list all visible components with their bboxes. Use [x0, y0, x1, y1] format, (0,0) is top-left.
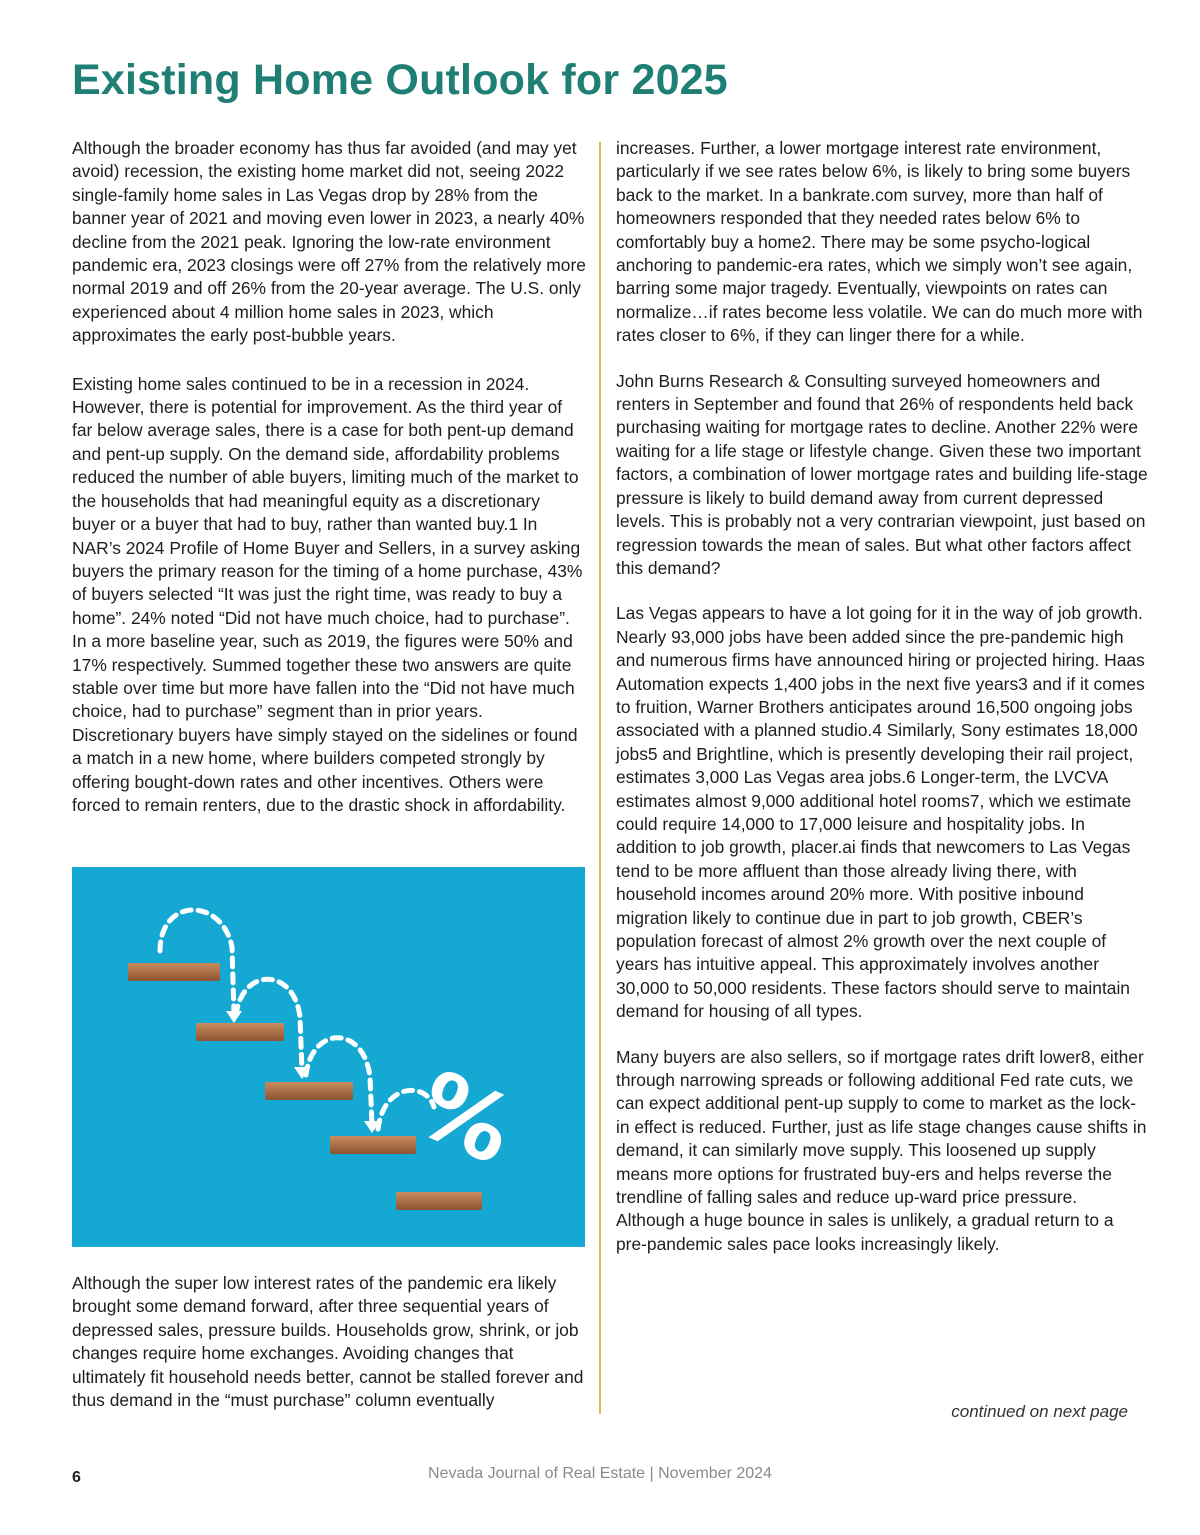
paragraph: Existing home sales continued to be in a recession in 2024. However, there is potential for improvement. As the third year of far below average sales, there is a case for both pent-up demand and pent-up supply. On the demand side, affordability problems reduced the number of able buyers, limiting much of the market to the households that had meaningful equity as a discretionary buyer or a buyer that had to buy, rather than wanted buy.1 In NAR’s 2024 Profile of Home Buyer and Sellers, in a survey asking buyers the primary reason for the timing of a home purchase, 43% of buyers selected “It was just the right time, was ready to buy a home”. 24% noted “Did not have much choice, had to purchase”. In a more baseline year, such as 2019, the figures were 50% and 17% respectively. Summed together these two answers are quite stable over time but more have fallen into the “Did not have much choice, had to purchase” segment than in prior years. Discretionary buyers have simply stayed on the sidelines or found a match in a new home, where builders competed strongly by offering bought-down rates and other incentives. Others were forced to remain renters, due to the drastic shock in affordability. [72, 373, 583, 815]
paragraph: Although the broader economy has thus far avoided (and may yet avoid) recession, the existing home market did not, seeing 2022 single-family home sales in Las Vegas drop by 28% from the banner year of 2021 and moving even lower in 2023, a nearly 40% decline from the 2021 peak. Ignoring the low-rate environment pandemic era, 2023 closings were off 27% from the relatively more normal 2019 and off 26% from the 20-year average. The U.S. only experienced about 4 million home sales in 2023, which approximates the early post-bubble years. [72, 138, 586, 346]
paragraph: increases. Further, a lower mortgage interest rate environment, particularly if we see rates below 6%, is likely to bring some buyers back to the market. In a bankrate.com survey, more than half of homeowners responded that they needed rates below 6% to comfortably buy a home2. There may be some psycho-logical anchoring to pandemic-era rates, which we simply won’t see again, barring some major tragedy. Eventually, viewpoints on rates can normalize…if rates become less volatile. We can do much more with rates closer to 6%, if they can linger there for a while. [616, 138, 1143, 346]
step-5 [396, 1192, 482, 1210]
page-title: Existing Home Outlook for 2025 [72, 56, 728, 104]
paragraph: John Burns Research & Consulting surveyed homeowners and renters in September and found that 26% of respondents held back purchasing waiting for mortgage rates to decline. Another 22% were waiting for a life stage or lifestyle change. Given these two important factors, a combination of lower mortgage rates and building life-stage pressure is likely to build demand away from current depressed levels. This is probably not a very contrarian viewpoint, just based on regression towards the mean of sales. But what other factors affect this demand? [616, 370, 1148, 578]
percent-symbol: % [401, 1050, 530, 1186]
left-column [72, 137, 586, 817]
paragraph: Las Vegas appears to have a lot going for it in the way of job growth. Nearly 93,000 jobs have been added since the pre-pandemic high and numerous firms have announced hiring or projected hiring. Haas Automation expects 1,400 jobs in the next five years3 and if it comes to fruition, Warner Brothers anticipates around 16,500 ongoing jobs associated with a planned studio.4 Similarly, Sony estimates 18,000 jobs5 and Brightline, which is presently developing their rail project, estimates 3,000 Las Vegas area jobs.6 Longer-term, the LVCVA estimates almost 9,000 additional hotel rooms7, which we estimate could require 14,000 to 17,000 leisure and hospitality jobs. In addition to job growth, placer.ai finds that newcomers to Las Vegas tend to be more affluent than those already living there, with household incomes around 20% more. With positive inbound migration likely to continue due in part to job growth, CBER’s population forecast of almost 2% growth over the next couple of years has intuitive appeal. This approximately involves another 30,000 to 50,000 residents. These factors should serve to maintain demand for housing of all types. [616, 603, 1145, 1022]
footer: Nevada Journal of Real Estate | November 2024 [428, 1465, 772, 1482]
stairs-percent-graphic [72, 867, 585, 1247]
left-column-continued [72, 1272, 586, 1412]
page-number: 6 [72, 1469, 81, 1486]
right-column [616, 137, 1148, 1256]
paragraph: Although the super low interest rates of the pandemic era likely brought some demand forward, after three sequential years of depressed sales, pressure builds. Households grow, shrink, or job changes require home exchanges. Avoiding changes that ultimately fit household needs better, cannot be stalled forever and thus demand in the “must purchase” column eventually [72, 1273, 584, 1411]
step-2 [196, 1023, 284, 1041]
paragraph: Many buyers are also sellers, so if mortgage rates drift lower8, either through narrowing spreads or following additional Fed rate cuts, we can expect additional pent-up supply to come to market as the lock-in effect is reduced. Further, just as life stage changes cause shifts in demand, it can similarly move supply. This loosened up supply means more options for frustrated buy-ers and helps reverse the trendline of falling sales and reduce up-ward price pressure. Although a huge bounce in sales is unlikely, a gradual return to a pre-pandemic sales pace looks increasingly likely. [616, 1046, 1147, 1254]
column-divider [599, 142, 601, 1414]
step-1 [128, 963, 220, 981]
continued-note: continued on next page [951, 1402, 1128, 1421]
step-3 [265, 1082, 353, 1100]
falling-rates-illustration [72, 867, 585, 1247]
